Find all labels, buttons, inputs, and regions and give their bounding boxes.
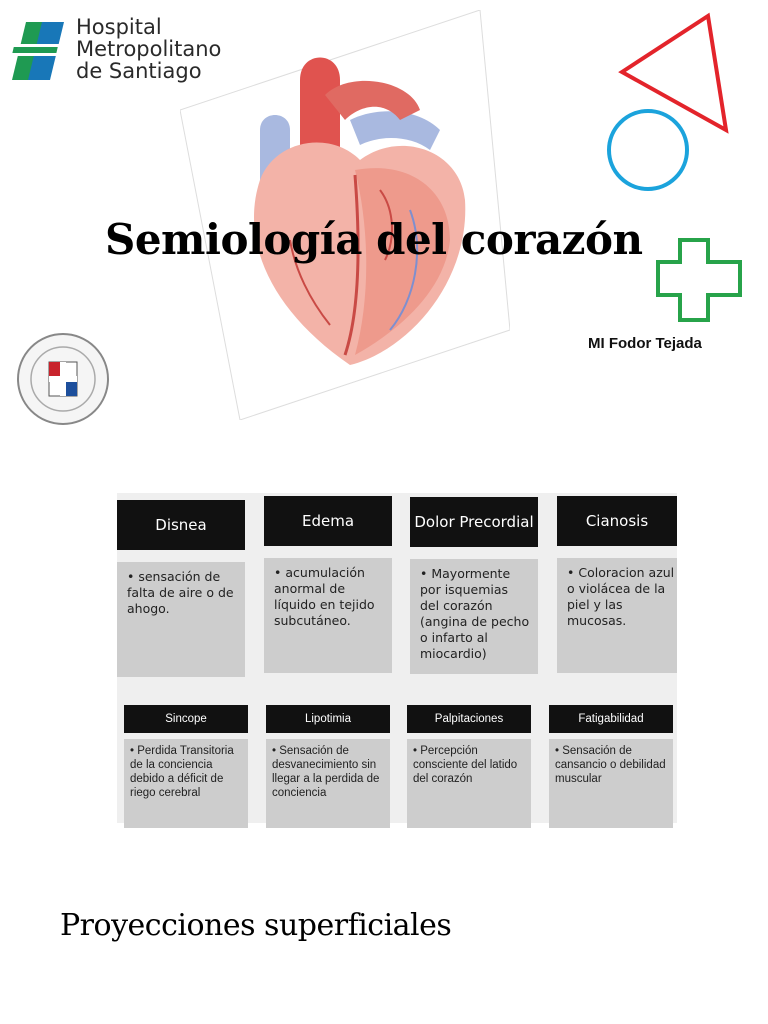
symptom-card xyxy=(264,496,392,673)
hospital-name-line: Metropolitano xyxy=(76,37,222,61)
symptom-title: Lipotimia xyxy=(266,705,390,733)
symptom-description xyxy=(557,558,677,673)
symptom-card xyxy=(557,496,677,673)
symptom-description xyxy=(407,739,531,828)
symptom-description-item: • Perdida Transitoria de la conciencia debido a déficit de riego cerebral xyxy=(130,744,243,800)
symptom-description-item: • Mayormente por isquemias del corazón (angina de pecho o infarto al miocardio) xyxy=(420,566,530,662)
page-title: Semiología del corazón xyxy=(105,215,643,264)
cross-icon xyxy=(658,240,740,320)
symptom-description xyxy=(117,562,245,677)
symptom-card xyxy=(124,705,248,828)
symptom-card xyxy=(407,705,531,828)
symptom-description-item: • Sensación de cansancio o debilidad muscular xyxy=(555,744,668,786)
hospital-name-line: de Santiago xyxy=(76,59,202,83)
hospital-logo-icon xyxy=(12,20,70,82)
hospital-name-line: Hospital xyxy=(76,15,162,39)
symptom-title: Sincope xyxy=(124,705,248,733)
symptom-description-item: • acumulación anormal de líquido en tejido subcutáneo. xyxy=(274,565,384,629)
author-name: MI Fodor Tejada xyxy=(588,335,702,352)
symptom-description xyxy=(124,739,248,828)
decorative-shapes xyxy=(600,10,750,325)
symptom-description-item: • Coloracion azul o violácea de la piel y las mucosas. xyxy=(567,565,675,629)
circle-icon xyxy=(609,111,687,189)
symptom-title: Edema xyxy=(264,496,392,546)
symptom-description-item: • sensación de falta de aire o de ahogo. xyxy=(127,569,237,617)
symptom-title: Dolor Precordial xyxy=(410,497,538,547)
university-seal-icon xyxy=(16,332,110,426)
section-heading: Proyecciones superficiales xyxy=(60,908,452,943)
symptom-card xyxy=(266,705,390,828)
symptom-card xyxy=(549,705,673,828)
symptom-description xyxy=(264,558,392,673)
symptom-description xyxy=(549,739,673,828)
symptom-title: Cianosis xyxy=(557,496,677,546)
symptom-title: Palpitaciones xyxy=(407,705,531,733)
symptom-description-item: • Sensación de desvanecimiento sin llegar a la perdida de conciencia xyxy=(272,744,385,800)
symptom-description xyxy=(410,559,538,674)
symptom-title: Fatigabilidad xyxy=(549,705,673,733)
symptom-description-item: • Percepción consciente del latido del corazón xyxy=(413,744,526,786)
symptom-description xyxy=(266,739,390,828)
symptom-card xyxy=(410,497,538,674)
symptom-card xyxy=(117,500,245,677)
symptom-title: Disnea xyxy=(117,500,245,550)
